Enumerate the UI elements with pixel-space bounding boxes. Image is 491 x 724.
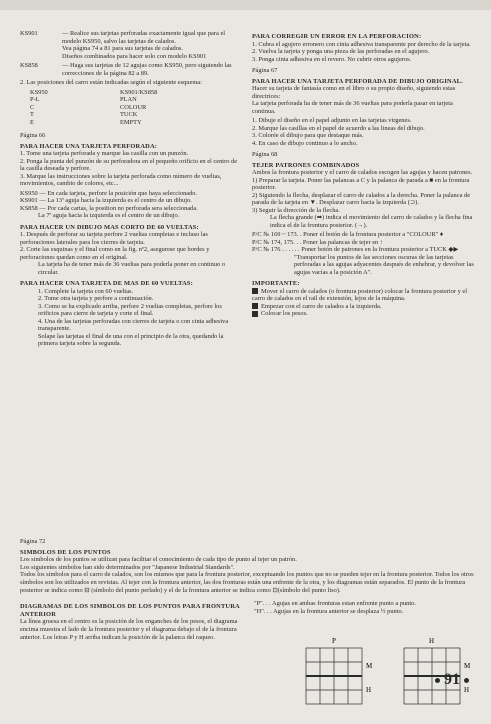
tejer-text-1: Ambos la frontura posterior y el carro de calados escogen las agujas y hacen patrones. (252, 169, 473, 176)
simbolos-text-1: Los simbolos de los puntos se utilizan para facilitar el conocimiento de cada tipo de punto al tejer un patrón. (20, 556, 297, 564)
diagram-right-m-label: M (464, 662, 471, 671)
dibujo-step-1: 1. Dibuje el diseño en el papel adjunto en las tarjetas virgenes. (252, 117, 412, 124)
heading-diagramas: DIAGRAMAS DE LOS SIMBOLOS DE LOS PUNTOS PARA FRONTURA ANTERIOR (20, 603, 240, 618)
long-step-5: Solape las tarjetas el final de una con el principio de la otra, quedando la primera tarjeta sobre la segunda. (38, 332, 224, 347)
h-note: "H". . . Agujas en la frontura anterior se desplaza ½ punto. (254, 607, 404, 615)
ks901-entry (20, 30, 238, 60)
square-bullet-icon (252, 311, 258, 317)
table-row-right-4: EMPTY (120, 118, 142, 126)
diagram-h-label: H (429, 637, 435, 646)
simbolos-text-3: Todos los simbolos para el carro de calados, son los mismos que para la frontura posterior, exceptuando los puntos que no se pueden tejer en la frontura posterior. Todos los otros símbolos son los utilizados en revistas. Al tejer con la frontura anterior, las dos fronturas están una enfrente de la otra, y los diagramas están separados. El punto de la frontura posterior se indica como ⊟ (símbolo del punto perlado) y el de la frontura anterior se indica como ⊡(símbolo del punto liso). (20, 571, 474, 594)
bullet-dot-right-icon (464, 678, 469, 683)
table-row-left-2: C (30, 103, 35, 111)
heading-error: PARA CORREGIR UN ERROR EN LA PERFORACION: (252, 33, 422, 40)
ks901-text-3: Diseños combinados para hacer solo con modelo KS901 (62, 52, 207, 60)
pc-176: P/C № 176 . . . . . . Poner botón de patrones en la frontura posterior a TUCK ◆▶ (252, 246, 459, 253)
diagram-left-h-label: H (366, 686, 372, 695)
short-step-2: 2. Corte las esquinas y el final como en la fig. nº2, asegurese que bordes y perforaciones quedan como en el original. (20, 246, 210, 261)
important-text-3: Colocar los pesos. (261, 310, 308, 317)
heading-tejer: TEJER PATRONES COMBINADOS (252, 161, 360, 169)
bottom-left (20, 600, 240, 641)
page-66-label: Página 66 (20, 132, 46, 139)
p-note: "P". . . Agujas en ambas fronturas estan enfrente punto a punto. (254, 600, 416, 608)
diagram-right-h-label: H (464, 686, 470, 695)
right-column (252, 30, 474, 318)
diagramas-text: La línea gruesa en el centro es la posición de los enganches de los pesos, el diagrama encima muestra el lado de la frontura posterior y el diagrama debajo el de la frontura anterior. Los letras P y H arriba indican la posición de la palanca del raqueo. (20, 618, 238, 641)
tejer-step-2: 2) Siguiendo la flecha, desplazar el carro de calados a la derecha. Poner la palanca de parada de la tarjeta en ▼. Desplazar carro hacia la izquierda (⊃). (252, 191, 471, 206)
page-68-label: Página 68 (252, 151, 278, 158)
diagram-left-grid (306, 648, 362, 704)
important-2 (252, 303, 474, 311)
pc-174-175: P/C № 174, 175. . . Poner las palancas de tejer en ↑ (252, 238, 384, 246)
long-step-1: 1. Complete la tarjeta con 60 vueltas. (38, 287, 134, 295)
table-row-left-4: E (30, 118, 34, 126)
table-head-right: KS901/KS858 (120, 88, 158, 96)
dibujo-step-3: 3. Colorée el dibujo para que destaque más. (252, 132, 364, 139)
heading-dibujo: PARA HACER UNA TARJETA PERFORADA DE DIBUJO ORIGINAL. (252, 77, 463, 85)
perf-step-2: 2. Ponga la punta del punzón de su perforadora en el pequeño orificio en el centro de la casilla deseada y perfore. (20, 157, 238, 172)
item-2: 2. Las posiciones del carro están indicadas según el siguiente esquema: (20, 79, 202, 86)
ks858-text-1: — Haga sus tarjetas de 12 agujas como KS950, pero siguiendo las correcciones de la página 82 a 89. (62, 62, 232, 77)
ks858-note: KS858 — Por cada cartas, la position no perforada sera seleccionada. (20, 204, 198, 212)
ks858-label: KS858 (20, 62, 38, 69)
top-strip (0, 0, 491, 10)
diagram-p-label: P (332, 637, 336, 646)
dibujo-text-1: Hacer su tarjeta de fantasía como en el libro o su propio diseño, siguiendo estas directrices: (252, 85, 456, 100)
error-step-1: 1. Cubra el agujero erronero con cinta adhesiva transparente por derecho de la tarjeta. (252, 40, 471, 48)
ks858-note-2: La 7ª aguja hacia la izquierda es el centro de un dibujo. (38, 212, 180, 219)
important-1 (252, 288, 474, 303)
page-72-label: Página 72 (20, 538, 46, 545)
heading-perforada: PARA HACER UNA TARJETA PERFORADA: (20, 142, 158, 150)
ks901-text-2: Vea página 74 a 81 para sus tarjetas de calados. (62, 45, 184, 52)
perf-step-1: 1. Tome una tarjeta perforada y marque las casilla con un punzón. (20, 150, 189, 157)
table-row-left-3: T (30, 111, 34, 118)
bullet-dot-left-icon (435, 678, 440, 683)
dibujo-text-2: La tarjeta perforada ha de tener más de 36 vueltas para poderla pasar en tarjeta continua. (252, 100, 453, 115)
page-67-label: Página 67 (252, 67, 278, 74)
tejer-arrow-note: La flecha grande (➡) indica el movimiento del carro de calados y la flecha fina indica el de la frontura posterior. (→). (270, 214, 473, 229)
short-step-3: La tarjeta ha de tener más de 36 vueltas para poderla poner en continuo o circular. (38, 261, 226, 276)
square-bullet-icon (252, 288, 258, 294)
table-row-left-1: P-L (30, 96, 40, 103)
ks901-note: KS901 — La 13ª aguja hacia la izquierda es el centro de un dibujo. (20, 197, 192, 204)
carriage-position-table (30, 89, 238, 127)
error-step-3: 3. Ponga cinta adhesiva en el revero. No cubrir otros agujeros. (252, 55, 412, 63)
long-step-3: 3. Como se ha explicado arriba, perfore 2 vueltas completas, perfore los orificios para cierre de tarjeta y corte el final. (38, 302, 222, 317)
ks950-note: KS950 — En cada tarjeta, perfore la posición que haya seleccionado. (20, 189, 198, 197)
long-step-4: 4. Una de las tarjetas perforadas con cierres de tarjeta o con cinta adhesiva transparente. (38, 317, 229, 332)
dibujo-step-4: 4. En caso de dibujo continuo a lo ancho. (252, 139, 358, 147)
table-row-right-1: PLAN (120, 96, 137, 103)
table-row-right-2: COLOUR (120, 103, 147, 111)
heading-important: IMPORTANTE: (252, 280, 300, 287)
page-number (431, 671, 473, 689)
pc-169-173: P/C № 169 ~ 173. . Poner el botón de la frontura posterior a "COLOUR" ♦ (252, 231, 444, 238)
error-step-2: 2. Vuelva la tarjeta y ponga una pieza de las perforadas en el agujero. (252, 48, 430, 55)
square-bullet-icon (252, 303, 258, 309)
ks901-text-1: — Realice sus tarjetas perforadas exactamente igual que para el modelo KS950, salvo las tarjetas de calados. (62, 30, 226, 45)
heading-simbolos: SIMBOLOS DE LOS PUNTOS (20, 548, 111, 556)
short-step-1: 1. Después de perforar su tarjeta perfore 2 vueltas completas e incluso las perforaciones laterales para los cierres de tarjeta. (20, 231, 208, 246)
important-3 (252, 310, 474, 318)
table-head-left: KS950 (30, 88, 48, 96)
ks858-entry (20, 62, 238, 77)
diagram-left-m-label: M (366, 662, 373, 671)
long-step-2: 2. Tome otra tarjeta y perfore a continuación. (38, 295, 154, 302)
tejer-step-3: 3) Seguir la dirección de la flecha. (252, 206, 340, 214)
diagram-left (306, 637, 373, 704)
dibujo-step-2: 2. Marque las casillas en el papel de acuerdo a las lineas del dibujo. (252, 124, 425, 132)
left-column (20, 30, 238, 348)
important-text-2: Empezar con el carro de calados a la izquierda. (261, 302, 382, 310)
tejer-step-1: 1) Preparar la tarjeta. Poner las palancas a C y la palanca de parada a ■ en la frontura posterior. (252, 176, 470, 191)
page-number-text: 91 (444, 671, 460, 688)
pc-transport-note: "Transportar los puntos de las secciones oscuras de las tarjetas perforadas a las agujas adyacentes después de enhebrar, y devolver las agujas vacías a la posición A". (294, 253, 474, 276)
heading-long: PARA HACER UNA TARJETA DE MAS DE 60 VUELTAS: (20, 280, 193, 287)
important-text-1: Mover el carro de calados (o frontura posterior) colocar la frontura posterior y el carro de calados en el rail de extensión, lejos de la máquina. (252, 287, 468, 302)
perf-step-3: 3. Marque las instrucciones sobre la tarjeta perforada como número de vueltas, movimientos, cambio de colores, etc... (20, 172, 222, 187)
ks901-label: KS901 (20, 30, 38, 37)
heading-short: PARA HACER UN DIBUJO MAS CORTO DE 60 VUELTAS: (20, 223, 199, 231)
simbolos-text-2: Los siguientes simbolos han sido determinados por "Japanese Industrial Standards". (20, 563, 235, 571)
table-row-right-3: TUCK (120, 111, 138, 118)
